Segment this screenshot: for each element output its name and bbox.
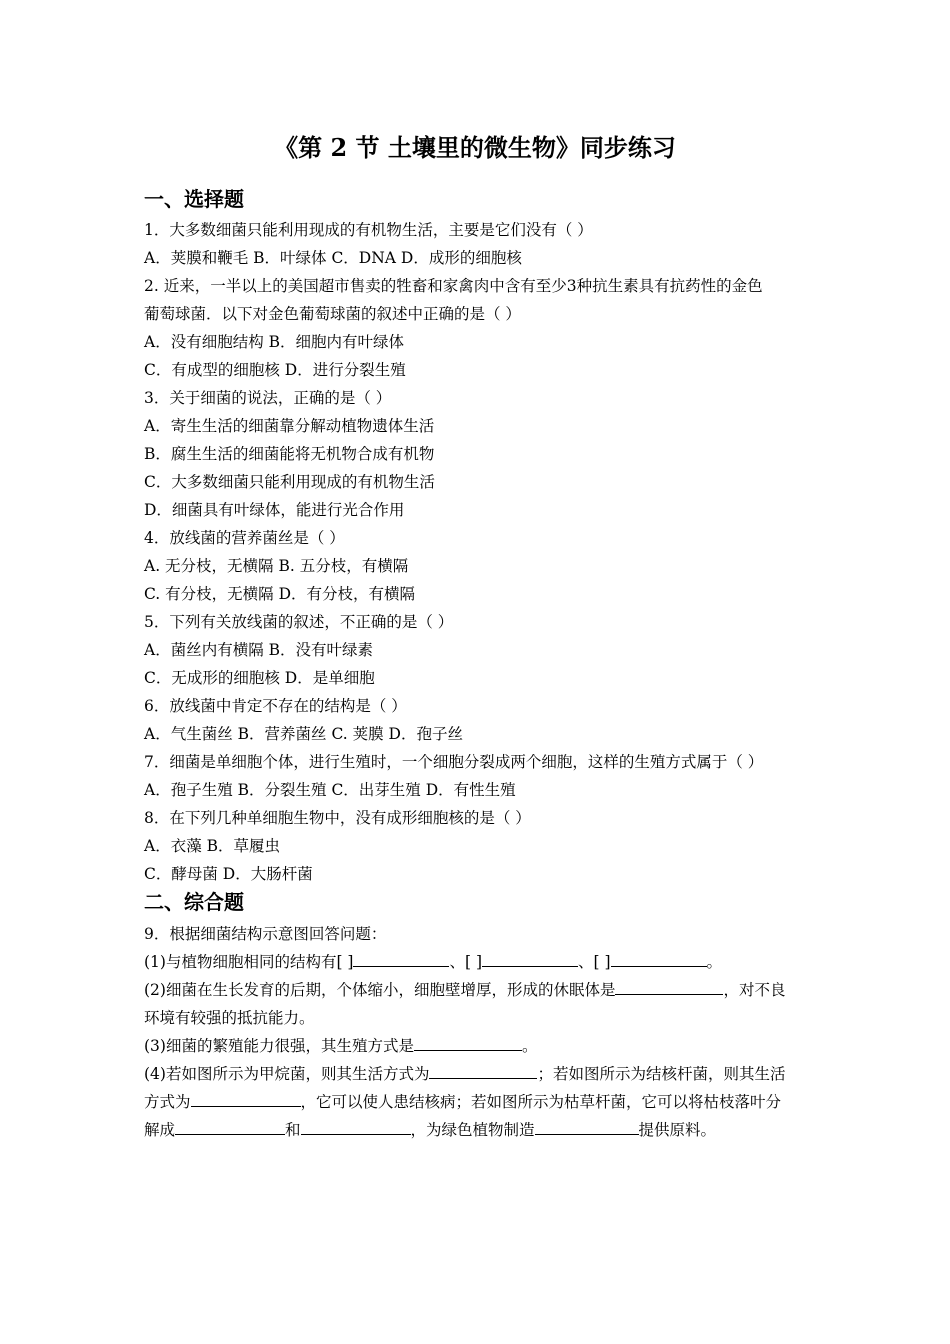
- answer-blank[interactable]: [175, 1120, 285, 1135]
- question-line: 葡萄球菌．以下对金色葡萄球菌的叙述中正确的是（ ）: [144, 305, 521, 323]
- question-9-part-4-end: [144, 1119, 716, 1141]
- part-1-text: 、[ ]: [449, 953, 483, 971]
- question-line: A．菌丝内有横隔 B．没有叶绿素: [144, 641, 374, 659]
- question-line: 5．下列有关放线菌的叙述，不正确的是（ ）: [144, 613, 454, 631]
- answer-blank[interactable]: [611, 952, 707, 967]
- part-4-text: ；若如图所示为结核杆菌，则其生活: [537, 1065, 786, 1083]
- part-4-text: ，它可以使人患结核病；若如图所示为枯草杆菌，它可以将枯枝落叶分: [300, 1093, 782, 1111]
- answer-blank[interactable]: [414, 1036, 522, 1051]
- answer-blank[interactable]: [535, 1120, 639, 1135]
- part-2-text: ，对不良: [723, 981, 786, 999]
- part-1-text: 。: [706, 953, 723, 971]
- question-9-intro: 9．根据细菌结构示意图回答问题：: [144, 925, 387, 943]
- part-4-text: 方式为: [144, 1093, 191, 1111]
- question-line: C．大多数细菌只能利用现成的有机物生活: [144, 473, 435, 491]
- question-line: 3．关于细菌的说法，正确的是（ ）: [144, 389, 392, 407]
- question-line: A. 无分枝，无横隔 B. 五分枝，有横隔: [144, 557, 409, 575]
- part-3-text: 。: [521, 1037, 538, 1055]
- part-4-text: (4)若如图所示为甲烷菌，则其生活方式为: [144, 1065, 430, 1083]
- document-title: 《第 2 节 土壤里的微生物》同步练习: [274, 133, 676, 162]
- part-1-text: 、[ ]: [578, 953, 611, 971]
- answer-blank[interactable]: [482, 952, 578, 967]
- question-line: A．没有细胞结构 B．细胞内有叶绿体: [144, 333, 405, 351]
- question-9-part-3: [144, 1035, 537, 1057]
- question-line: 2. 近来，一半以上的美国超市售卖的牲畜和家禽肉中含有至少3种抗生素具有抗药性的金色: [144, 277, 763, 295]
- answer-blank[interactable]: [615, 980, 723, 995]
- part-4-text: 解成: [144, 1121, 176, 1139]
- question-line: A．衣藻 B．草履虫: [144, 837, 281, 855]
- question-line: B．腐生生活的细菌能将无机物合成有机物: [144, 445, 435, 463]
- question-line: 8．在下列几种单细胞生物中，没有成形细胞核的是（ ）: [144, 809, 531, 827]
- part-4-text: 提供原料。: [638, 1121, 717, 1139]
- question-line: 7．细菌是单细胞个体，进行生殖时，一个细胞分裂成两个细胞，这样的生殖方式属于（ ）: [144, 753, 764, 771]
- answer-blank[interactable]: [301, 1120, 411, 1135]
- part-1-text: (1)与植物细胞相同的结构有[ ]: [144, 953, 354, 971]
- section-heading-choice: 一、选择题: [144, 187, 244, 211]
- answer-blank[interactable]: [429, 1064, 537, 1079]
- question-line: A．气生菌丝 B．营养菌丝 C. 荚膜 D．孢子丝: [144, 725, 463, 743]
- question-line: D．细菌具有叶绿体，能进行光合作用: [144, 501, 405, 519]
- question-line: 4．放线菌的营养菌丝是（ ）: [144, 529, 345, 547]
- question-line: A．寄生生活的细菌靠分解动植物遗体生活: [144, 417, 435, 435]
- question-9-part-2: [144, 979, 785, 1001]
- part-2-text: (2)细菌在生长发育的后期，个体缩小，细胞壁增厚，形成的休眠体是: [144, 981, 616, 999]
- question-line: C. 有分枝，无横隔 D．有分枝，有横隔: [144, 585, 416, 603]
- section-heading-comprehensive: 二、综合题: [144, 890, 244, 914]
- part-4-text: 和: [285, 1121, 301, 1139]
- question-9-part-1: [144, 951, 722, 973]
- question-9-part-2-cont: 环境有较强的抵抗能力。: [144, 1009, 315, 1027]
- answer-blank[interactable]: [191, 1092, 301, 1107]
- question-line: 6．放线菌中肯定不存在的结构是（ ）: [144, 697, 407, 715]
- question-line: 1．大多数细菌只能利用现成的有机物生活，主要是它们没有（ ）: [144, 221, 593, 239]
- question-line: C．有成型的细胞核 D．进行分裂生殖: [144, 361, 406, 379]
- answer-blank[interactable]: [353, 952, 449, 967]
- question-line: C．无成形的细胞核 D．是单细胞: [144, 669, 375, 687]
- question-line: A．孢子生殖 B．分裂生殖 C．出芽生殖 D．有性生殖: [144, 781, 516, 799]
- question-9-part-4: [144, 1063, 785, 1085]
- question-line: A．荚膜和鞭毛 B．叶绿体 C．DNA D．成形的细胞核: [144, 249, 522, 267]
- part-4-text: ，为绿色植物制造: [410, 1121, 535, 1139]
- part-3-text: (3)细菌的繁殖能力很强，其生殖方式是: [144, 1037, 414, 1055]
- question-9-part-4-cont: [144, 1091, 781, 1113]
- question-line: C．酵母菌 D．大肠杆菌: [144, 865, 313, 883]
